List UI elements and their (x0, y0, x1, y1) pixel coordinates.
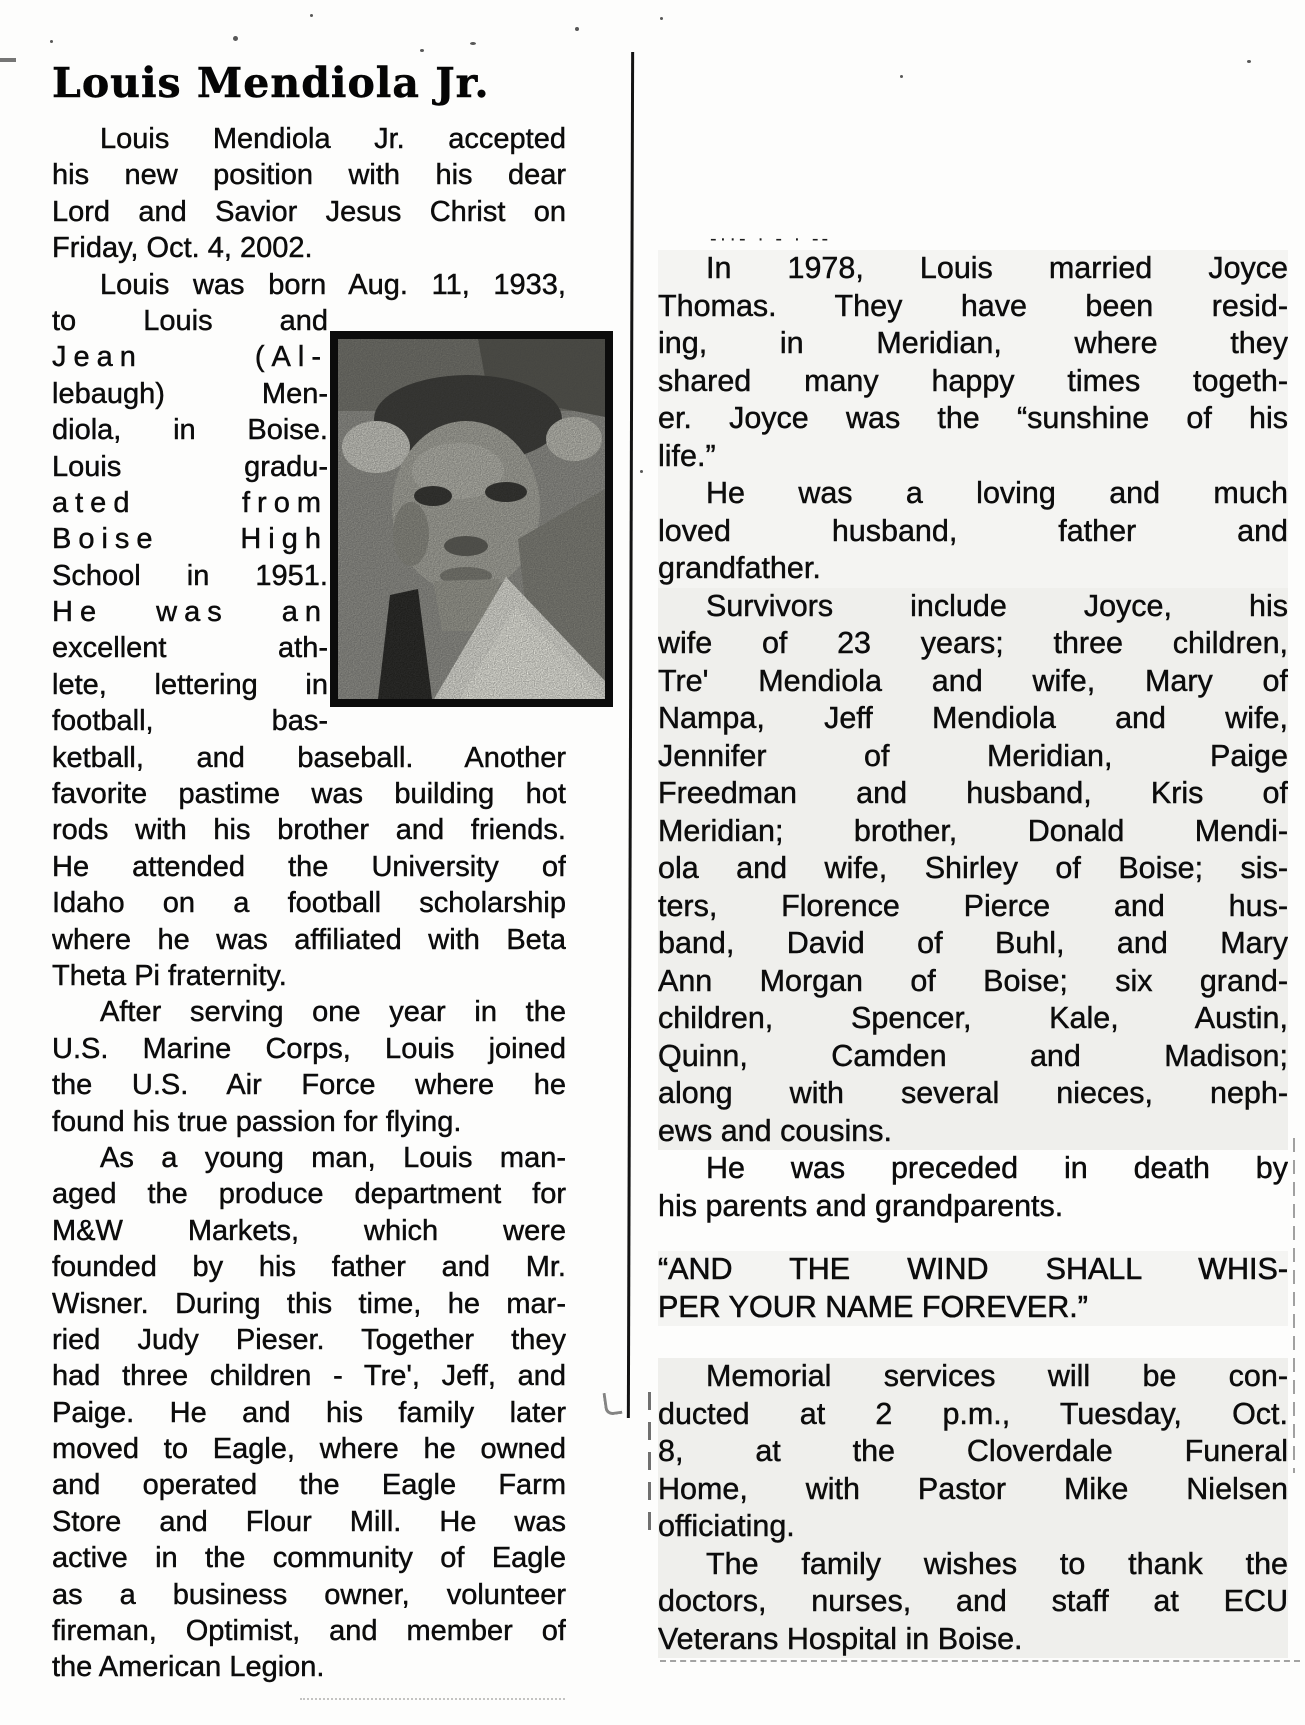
scan-artifact-dashes: -··- · - · -- (710, 228, 832, 250)
text-line: moved to Eagle, where he owned (52, 1433, 566, 1466)
scan-speck (575, 27, 579, 31)
text-line: Theta Pi fraternity. (52, 959, 287, 992)
scan-artifact-margin-dash (0, 58, 16, 62)
scan-artifact-right-edge-line (1293, 1138, 1295, 1473)
obituary-headline: Louis Mendiola Jr. (52, 59, 490, 107)
text-line: the American Legion. (52, 1651, 325, 1684)
text-line: fireman, Optimist, and member of (52, 1615, 566, 1648)
text-line: favorite pastime was building hot (52, 778, 566, 811)
text-line: Tre' Mendiola and wife, Mary of (658, 663, 1288, 698)
column-divider-rule (627, 52, 634, 1418)
scan-speck (900, 75, 903, 78)
text-line: He was an (52, 596, 328, 629)
text-line: loved husband, father and (658, 513, 1288, 548)
text-line: Ann Morgan of Boise; six grand- (658, 963, 1288, 998)
text-line: had three children - Tre', Jeff, and (52, 1360, 566, 1393)
text-line: PER YOUR NAME FOREVER.” (658, 1289, 1088, 1324)
text-line: found his true passion for flying. (52, 1105, 462, 1138)
text-line: Store and Flour Mill. He was (52, 1505, 566, 1538)
scan-speck (470, 42, 476, 45)
scan-artifact-vertical-marks (648, 1392, 651, 1532)
scan-artifact-ink-mark (602, 1391, 622, 1416)
text-line: M&W Markets, which were (52, 1214, 566, 1247)
text-line: 8, at the Cloverdale Funeral (658, 1434, 1288, 1468)
text-line: officiating. (658, 1509, 795, 1543)
scan-speck (420, 49, 424, 52)
text-line: as a business owner, volunteer (52, 1578, 566, 1611)
text-line: Jean (Al- (52, 341, 328, 374)
paragraph-survivors (658, 588, 1288, 1151)
scan-speck (310, 14, 313, 17)
paragraph-preceded-in-death (658, 1150, 1288, 1225)
text-line: football, bas- (52, 705, 328, 738)
text-line: aged the produce department for (52, 1178, 566, 1211)
portrait-photo-image (338, 339, 605, 699)
paragraph-death-announcement (52, 121, 566, 267)
text-line: Wisner. During this time, he mar- (52, 1287, 566, 1320)
portrait-photo (330, 331, 613, 707)
text-line: his new position with his dear (52, 159, 566, 192)
text-line: “AND THE WIND SHALL WHIS- (658, 1252, 1288, 1286)
scan-speck (640, 470, 643, 473)
text-line: ola and wife, Shirley of Boise; sis- (658, 851, 1288, 885)
text-line: U.S. Marine Corps, Louis joined (52, 1032, 566, 1065)
text-line: The family wishes to thank the (706, 1546, 1288, 1581)
text-line: He was preceded in death by (706, 1151, 1288, 1185)
text-line: band, David of Buhl, and Mary (658, 926, 1288, 960)
text-line: founded by his father and Mr. (52, 1251, 566, 1284)
text-line: er. Joyce was the “sunshine of his (658, 401, 1288, 435)
text-line: ated from (52, 486, 328, 519)
text-line: doctors, nurses, and staff at ECU (658, 1584, 1288, 1618)
text-line: Memorial services will be con- (706, 1359, 1288, 1393)
scan-artifact-bottom-dashes-left (300, 1698, 565, 1700)
text-line: Louis Mendiola Jr. accepted (100, 123, 566, 155)
paragraph-career-family (52, 1140, 566, 1686)
text-line: Thomas. They have been resid- (658, 288, 1288, 323)
text-line: diola, in Boise. (52, 414, 328, 447)
scan-speck (233, 36, 238, 41)
text-line: Idaho on a football scholarship (52, 887, 566, 920)
text-line: grandfather. (658, 551, 821, 585)
text-line: active in the community of Eagle (52, 1542, 566, 1575)
text-line: along with several nieces, neph- (658, 1076, 1288, 1110)
paragraph-thanks (658, 1546, 1288, 1659)
text-line: excellent ath- (52, 632, 328, 665)
text-line: ews and cousins. (658, 1113, 892, 1148)
text-line: the U.S. Air Force where he (52, 1069, 566, 1102)
text-line: Meridian; brother, Donald Mendi- (658, 813, 1288, 848)
text-line: lete, lettering in (52, 668, 328, 701)
paragraph-services (658, 1358, 1288, 1546)
text-line: life.” (658, 438, 716, 473)
text-line: his parents and grandparents. (658, 1188, 1064, 1223)
text-line: to Louis and (52, 304, 328, 337)
left-column (52, 55, 566, 1686)
scan-speck (50, 40, 53, 43)
right-column (658, 228, 1288, 1658)
text-line: Home, with Pastor Mike Nielsen (658, 1471, 1288, 1506)
text-line: Lord and Savior Jesus Christ on (52, 195, 566, 228)
text-line: and operated the Eagle Farm (52, 1469, 566, 1502)
text-line: Louis was born Aug. 11, 1933, (100, 268, 566, 301)
text-line: Nampa, Jeff Mendiola and wife, (658, 701, 1288, 735)
text-line: Paige. He and his family later (52, 1396, 566, 1429)
text-line: Jennifer of Meridian, Paige (658, 738, 1288, 773)
memorial-quote (658, 1251, 1288, 1326)
text-line: ters, Florence Pierce and hus- (658, 888, 1288, 923)
text-line: After serving one year in the (100, 996, 566, 1029)
text-line: shared many happy times togeth- (658, 363, 1288, 398)
text-line: ducted at 2 p.m., Tuesday, Oct. (658, 1396, 1288, 1431)
paragraph-loving-husband (658, 475, 1288, 588)
text-line: Freedman and husband, Kris of (658, 776, 1288, 810)
text-line: Boise High (52, 523, 328, 556)
text-line: where he was affiliated with Beta (52, 923, 566, 956)
text-line: rods with his brother and friends. (52, 814, 566, 847)
obituary-text-right (658, 250, 1288, 1658)
paragraph-marriage (658, 250, 1288, 475)
text-line: He was a loving and much (706, 476, 1288, 510)
text-line: ried Judy Pieser. Together they (52, 1323, 566, 1356)
text-line: He attended the University of (52, 850, 566, 883)
text-line: Veterans Hospital in Boise. (658, 1621, 1023, 1656)
text-line: ketball, and baseball. Another (52, 741, 566, 774)
text-line: lebaugh) Men- (52, 377, 328, 410)
text-line: children, Spencer, Kale, Austin, (658, 1001, 1288, 1035)
text-line: Friday, Oct. 4, 2002. (52, 232, 313, 265)
text-line: Quinn, Camden and Madison; (658, 1038, 1288, 1073)
scan-speck (660, 17, 663, 20)
text-line: School in 1951. (52, 559, 328, 592)
paragraph-military-service (52, 994, 566, 1140)
scan-artifact-bottom-dashes-right (660, 1660, 1300, 1662)
text-line: In 1978, Louis married Joyce (706, 251, 1288, 285)
text-line: Survivors include Joyce, his (706, 588, 1288, 623)
text-line: ing, in Meridian, where they (658, 326, 1288, 360)
text-line: Louis gradu- (52, 450, 328, 483)
scan-speck (1247, 60, 1251, 63)
text-line: wife of 23 years; three children, (658, 626, 1288, 660)
text-line: As a young man, Louis man- (100, 1141, 566, 1174)
